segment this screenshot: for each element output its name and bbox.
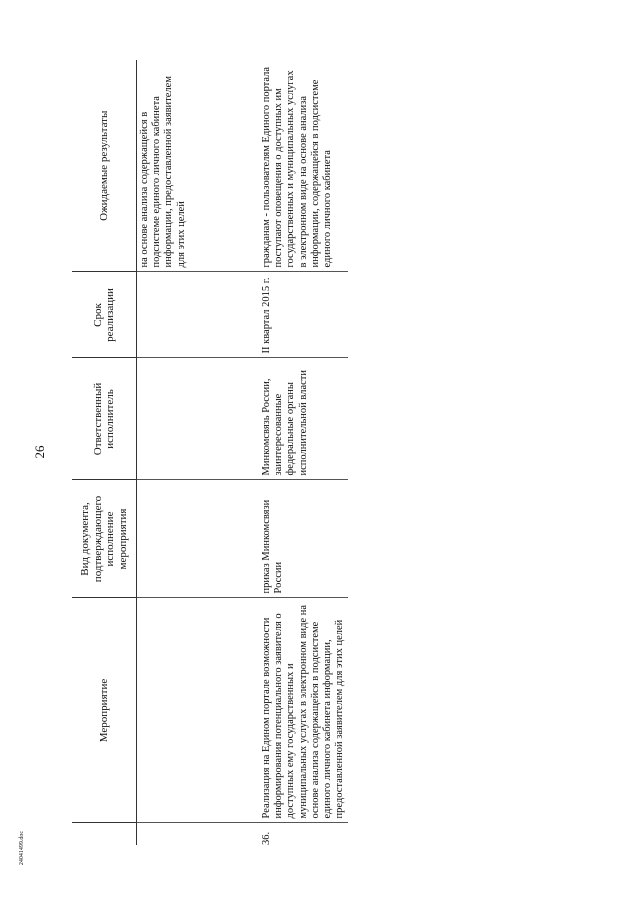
cell-results-continuation: на основе анализа содержащейся в подсистеме единого личного кабинета информации, предоставленной заявителем для этих целей xyxy=(139,76,187,268)
table-row xyxy=(255,60,348,845)
cell-empty xyxy=(137,598,256,823)
cell-responsible: Минкомсвязь России, заинтересованные федеральные органы исполнительной власти xyxy=(255,358,348,480)
cell-term: II квартал 2015 г. xyxy=(255,272,348,358)
cell-number: 36. xyxy=(255,823,348,845)
cell-empty xyxy=(137,823,256,845)
cell-results: гражданам - пользователям Единого портала поступают оповещения о доступных им государственных и муниципальных услугах в электронном виде на основе анализа информации, содержащейся в подсистеме единого личного кабинета xyxy=(261,66,334,268)
cell-empty xyxy=(137,272,256,358)
footer-filename: 24041499.doc xyxy=(19,830,25,866)
rotated-table-container xyxy=(72,60,522,845)
header-responsible: Ответственный исполнитель xyxy=(72,358,137,480)
header-results: Ожидаемые результаты xyxy=(72,60,137,272)
cell-event: Реализация на Едином портале возможности информирования потенциального заявителя о доступных ему государственных и муниципальных услугах в электронном виде на основе анализа содержащейся в подсистеме единого личного кабинета информации, предоставленной заявителем для этих целей xyxy=(255,598,348,823)
table-header-row xyxy=(72,60,137,845)
header-document: Вид документа, подтверждающего исполнение мероприятия xyxy=(72,480,137,598)
cell-empty xyxy=(137,480,256,598)
cell-empty xyxy=(137,358,256,480)
header-event: Мероприятие xyxy=(72,598,137,823)
cell-document: приказ Минкомсвязи России xyxy=(255,480,348,598)
page-number: 26 xyxy=(32,445,47,459)
table-row-continuation xyxy=(137,60,256,845)
measures-table xyxy=(72,60,348,845)
header-term: Срок реализации xyxy=(72,272,137,358)
header-number xyxy=(72,823,137,845)
